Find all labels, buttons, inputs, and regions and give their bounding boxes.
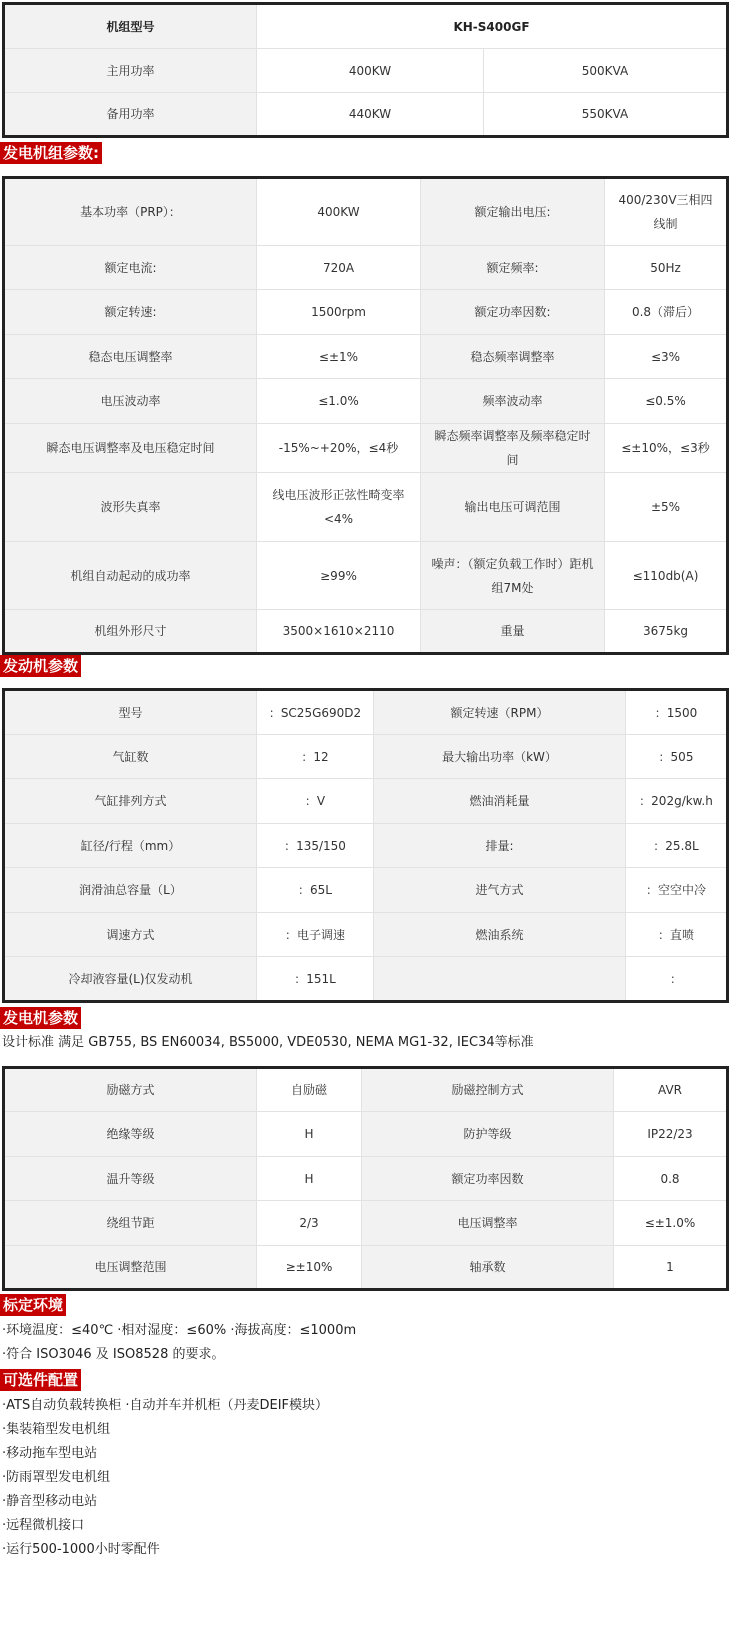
param-label: 燃油系统 — [374, 913, 626, 957]
param-value: ：SC25G690D2 — [257, 690, 374, 735]
param-value: 3675kg — [605, 610, 728, 654]
param-value: 50Hz — [605, 246, 728, 290]
param-value: ≤3% — [605, 335, 728, 379]
param-label: 额定转速（RPM） — [374, 690, 626, 735]
param-value: -15%~+20%，≤4秒 — [257, 424, 421, 473]
table-row — [4, 868, 728, 913]
param-value: 1500rpm — [257, 290, 421, 335]
table-row — [4, 690, 728, 735]
param-value: ≤110db(A) — [605, 542, 728, 610]
param-label: 缸径/行程（mm） — [4, 824, 257, 868]
param-value: ≤±1.0% — [614, 1201, 728, 1246]
param-label: 电压调整率 — [362, 1201, 614, 1246]
alternator-section-title: 发电机参数 — [0, 1007, 81, 1029]
param-value: 线电压波形正弦性畸变率<4% — [257, 473, 421, 542]
param-label: 额定转速: — [4, 290, 257, 335]
environment-section-title: 标定环境 — [0, 1294, 66, 1316]
param-value: ：65L — [257, 868, 374, 913]
param-value: ：151L — [257, 957, 374, 1002]
param-label: 最大输出功率（kW） — [374, 735, 626, 779]
param-label: 进气方式 — [374, 868, 626, 913]
param-label: 额定电流: — [4, 246, 257, 290]
param-label: 气缸排列方式 — [4, 779, 257, 824]
param-label — [374, 957, 626, 1002]
param-value: ：V — [257, 779, 374, 824]
table-row — [4, 93, 728, 137]
param-value: IP22/23 — [614, 1112, 728, 1157]
table-row — [4, 290, 728, 335]
option-item: ·移动拖车型电站 — [2, 1446, 98, 1461]
param-label: 调速方式 — [4, 913, 257, 957]
param-value: 2/3 — [257, 1201, 362, 1246]
param-label: 机组外形尺寸 — [4, 610, 257, 654]
table-row — [4, 49, 728, 93]
param-label: 噪声：（额定负载工作时）距机组7M处 — [421, 542, 605, 610]
table-row — [4, 379, 728, 424]
param-value: ：135/150 — [257, 824, 374, 868]
environment-line: ·符合 ISO3046 及 ISO8528 的要求。 — [2, 1347, 225, 1362]
param-label: 稳态电压调整率 — [4, 335, 257, 379]
param-value: ：空空中冷 — [626, 868, 728, 913]
model-row — [4, 4, 728, 49]
param-label: 额定输出电压: — [421, 178, 605, 246]
param-label: 频率波动率 — [421, 379, 605, 424]
param-value: ：1500 — [626, 690, 728, 735]
param-label: 气缸数 — [4, 735, 257, 779]
table-row — [4, 1201, 728, 1246]
param-label: 轴承数 — [362, 1246, 614, 1290]
option-item: ·静音型移动电站 — [2, 1494, 98, 1509]
param-value: ≤±10%，≤3秒 — [605, 424, 728, 473]
alternator-table — [2, 1066, 729, 1291]
table-row — [4, 735, 728, 779]
param-value: 3500×1610×2110 — [257, 610, 421, 654]
param-value: H — [257, 1112, 362, 1157]
table-row — [4, 779, 728, 824]
environment-line: ·环境温度：≤40℃ ·相对湿度：≤60% ·海拔高度：≤1000m — [2, 1323, 357, 1338]
param-value: 0.8 — [614, 1157, 728, 1201]
param-label: 温升等级 — [4, 1157, 257, 1201]
param-label: 重量 — [421, 610, 605, 654]
row-value: 550KVA — [484, 93, 728, 137]
genset-table — [2, 176, 729, 655]
param-label: 绕组节距 — [4, 1201, 257, 1246]
param-label: 电压波动率 — [4, 379, 257, 424]
param-label: 机组自动起动的成功率 — [4, 542, 257, 610]
param-label: 型号 — [4, 690, 257, 735]
param-label: 励磁控制方式 — [362, 1068, 614, 1112]
param-value: 0.8（滞后） — [605, 290, 728, 335]
param-value: ≤±1% — [257, 335, 421, 379]
param-value: 720A — [257, 246, 421, 290]
param-value: 自励磁 — [257, 1068, 362, 1112]
param-label: 励磁方式 — [4, 1068, 257, 1112]
row-value: 400KW — [257, 49, 484, 93]
param-label: 额定功率因数: — [421, 290, 605, 335]
param-value: 1 — [614, 1246, 728, 1290]
param-value: ： — [626, 957, 728, 1002]
param-value: ：12 — [257, 735, 374, 779]
param-label: 冷却液容量(L)仅发动机 — [4, 957, 257, 1002]
param-label: 输出电压可调范围 — [421, 473, 605, 542]
table-row — [4, 824, 728, 868]
table-row — [4, 542, 728, 610]
param-value: ≤0.5% — [605, 379, 728, 424]
option-item: ·ATS自动负载转换柜 ·自动并车并机柜（丹麦DEIF模块） — [2, 1398, 329, 1413]
param-value: H — [257, 1157, 362, 1201]
param-value: ：电子调速 — [257, 913, 374, 957]
param-value: ：直喷 — [626, 913, 728, 957]
table-row — [4, 610, 728, 654]
param-value: 400KW — [257, 178, 421, 246]
table-row — [4, 1112, 728, 1157]
param-label: 瞬态频率调整率及频率稳定时间 — [421, 424, 605, 473]
param-label: 润滑油总容量（L） — [4, 868, 257, 913]
param-value: ：25.8L — [626, 824, 728, 868]
option-item: ·防雨罩型发电机组 — [2, 1470, 111, 1485]
param-label: 基本功率（PRP）： — [4, 178, 257, 246]
param-label: 防护等级 — [362, 1112, 614, 1157]
param-label: 绝缘等级 — [4, 1112, 257, 1157]
param-label: 波形失真率 — [4, 473, 257, 542]
table-row — [4, 473, 728, 542]
model-label: 机组型号 — [4, 4, 257, 49]
row-label: 备用功率 — [4, 93, 257, 137]
param-label: 燃油消耗量 — [374, 779, 626, 824]
model-table — [2, 2, 729, 138]
row-value: 440KW — [257, 93, 484, 137]
table-row — [4, 1246, 728, 1290]
param-value: ：505 — [626, 735, 728, 779]
row-value: 500KVA — [484, 49, 728, 93]
param-value: ≤1.0% — [257, 379, 421, 424]
option-item: ·集装箱型发电机组 — [2, 1422, 111, 1437]
param-value: ：202g/kw.h — [626, 779, 728, 824]
param-label: 电压调整范围 — [4, 1246, 257, 1290]
genset-section-title: 发电机组参数: — [0, 142, 102, 164]
table-row — [4, 957, 728, 1002]
option-item: ·运行500-1000小时零配件 — [2, 1542, 160, 1557]
param-value: ≥±10% — [257, 1246, 362, 1290]
row-label: 主用功率 — [4, 49, 257, 93]
param-value: ≥99% — [257, 542, 421, 610]
table-row — [4, 1068, 728, 1112]
param-label: 瞬态电压调整率及电压稳定时间 — [4, 424, 257, 473]
param-label: 稳态频率调整率 — [421, 335, 605, 379]
table-row — [4, 913, 728, 957]
design-standard-text: 设计标准 满足 GB755, BS EN60034, BS5000, VDE0530, NEMA MG1-32, IEC34等标准 — [2, 1035, 534, 1050]
param-label: 排量: — [374, 824, 626, 868]
param-label: 额定频率: — [421, 246, 605, 290]
option-item: ·远程微机接口 — [2, 1518, 85, 1533]
options-section-title: 可选件配置 — [0, 1369, 81, 1391]
param-value: 400/230V三相四线制 — [605, 178, 728, 246]
table-row — [4, 178, 728, 246]
param-value: AVR — [614, 1068, 728, 1112]
engine-table — [2, 688, 729, 1003]
param-label: 额定功率因数 — [362, 1157, 614, 1201]
table-row — [4, 1157, 728, 1201]
table-row — [4, 246, 728, 290]
param-value: ±5% — [605, 473, 728, 542]
table-row — [4, 424, 728, 473]
table-row — [4, 335, 728, 379]
model-value: KH-S400GF — [257, 4, 728, 49]
engine-section-title: 发动机参数 — [0, 655, 81, 677]
